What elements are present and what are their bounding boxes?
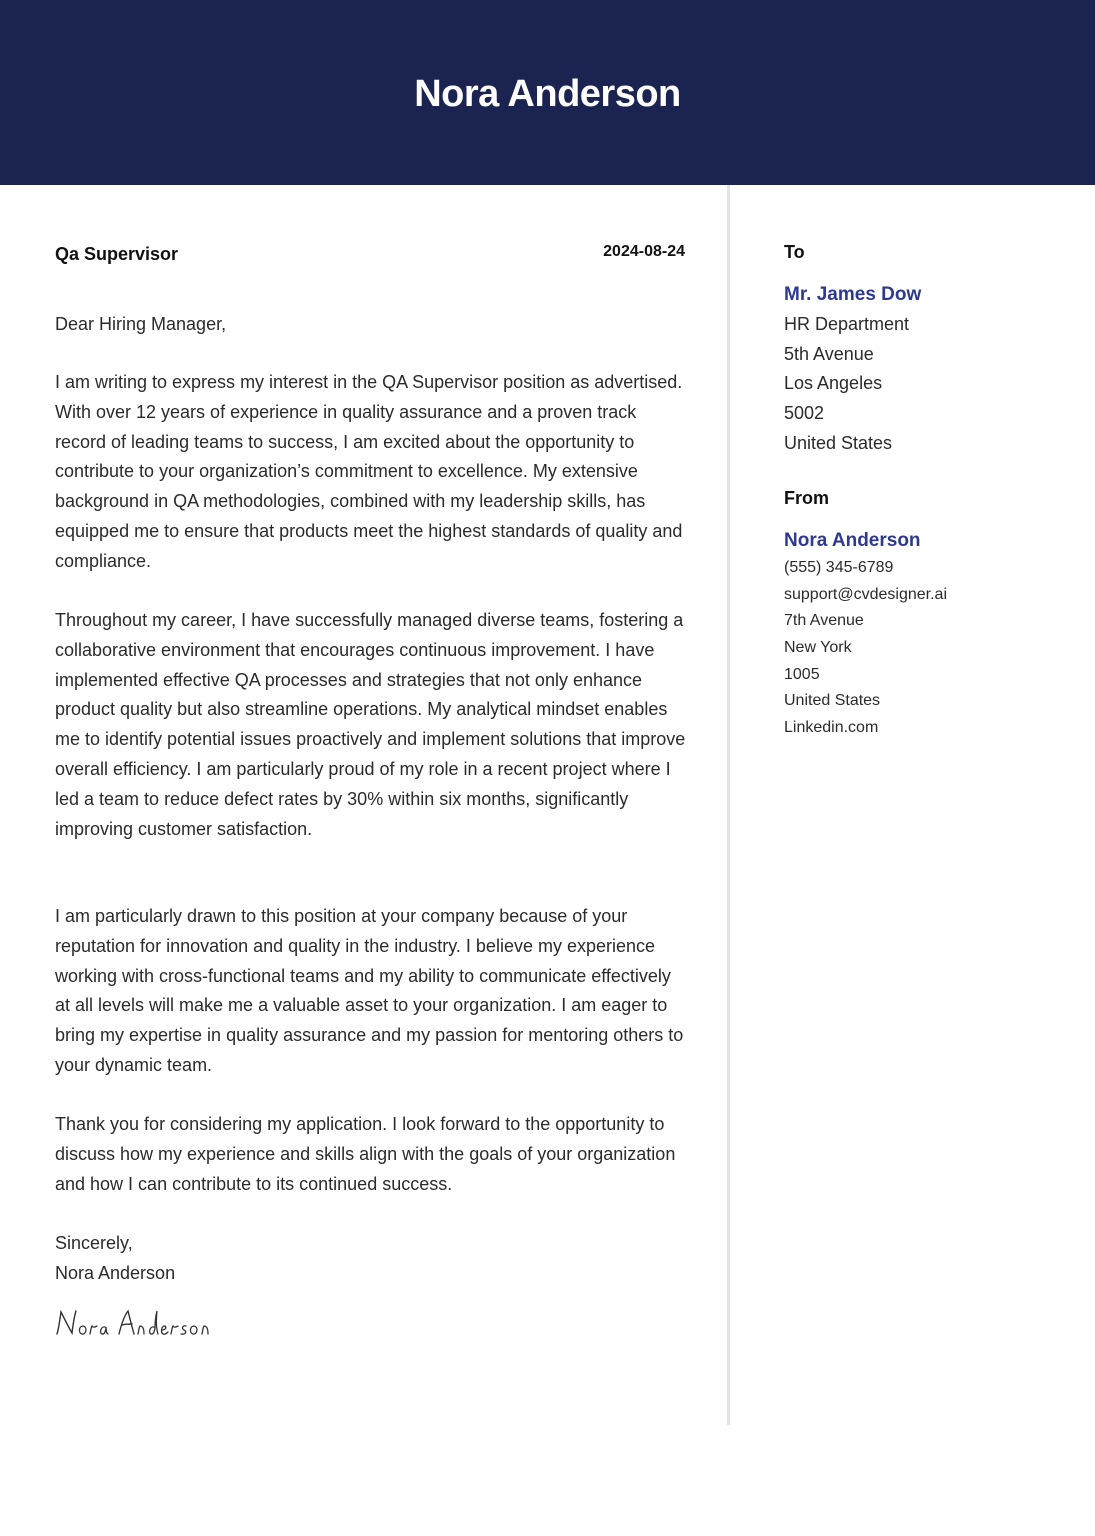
recipient-name: Mr. James Dow (784, 284, 922, 305)
recipient-line: United States (784, 433, 893, 453)
closing: Sincerely, (55, 1233, 133, 1253)
sender-line: New York (784, 639, 852, 656)
paragraph-3: I am particularly drawn to this position at your company because of your reputation for innovation and quality in the industry. I believe my experience working with cross-functional teams and my ability to communicate effectively at all levels will make me a valuable asset to your organization. I am eager to bring my expertise in quality assurance and my passion for mentoring others to your dynamic team. (55, 906, 684, 1075)
sender-line: 7th Avenue (784, 612, 864, 629)
sender-linkedin: Linkedin.com (784, 719, 879, 736)
signature-graphic (55, 1306, 215, 1342)
paragraph-2: Throughout my career, I have successfully managed diverse teams, fostering a collaborative environment that encourages continuous improvement. I have implemented effective QA processes and strategies that not only enhance product quality but also streamline operations. My analytical mindset enables me to identify potential issues proactively and implement solutions that improve overall efficiency. I am particularly proud of my role in a recent project where I led a team to reduce defect rates by 30% within six months, significantly improving customer satisfaction. (55, 610, 686, 839)
recipient-line: Los Angeles (784, 373, 883, 393)
header-banner (0, 0, 1095, 185)
sender-line: 1005 (784, 666, 820, 683)
recipient-line: HR Department (784, 314, 910, 334)
recipient-line: 5002 (784, 403, 825, 423)
applicant-name-title: Nora Anderson (414, 73, 681, 115)
sender-heading: From (784, 488, 829, 508)
sender-name: Nora Anderson (784, 530, 921, 551)
sender-phone: (555) 345-6789 (784, 559, 894, 576)
column-divider (727, 185, 730, 1425)
sender-email: support@cvdesigner.ai (784, 586, 947, 603)
recipient-line: 5th Avenue (784, 344, 874, 364)
recipient-heading: To (784, 242, 805, 262)
handwritten-signature (55, 1306, 215, 1347)
sender-line: United States (784, 692, 881, 709)
letter-date: 2024-08-24 (603, 243, 685, 260)
salutation: Dear Hiring Manager, (55, 314, 227, 334)
paragraph-4: Thank you for considering my application. I look forward to the opportunity to discuss how my experience and skills align with the goals of your organization and how I can contribute to its continued success. (55, 1114, 676, 1194)
paragraph-1: I am writing to express my interest in the QA Supervisor position as advertised. With over 12 years of experience in quality assurance and a proven track record of leading teams to success, I am excited about the opportunity to contribute to your organization’s commitment to excellence. My extensive background in QA methodologies, combined with my leadership skills, has equipped me to ensure that products meet the highest standards of quality and compliance. (55, 372, 683, 571)
closing-name: Nora Anderson (55, 1263, 176, 1283)
job-title: Qa Supervisor (55, 244, 179, 264)
